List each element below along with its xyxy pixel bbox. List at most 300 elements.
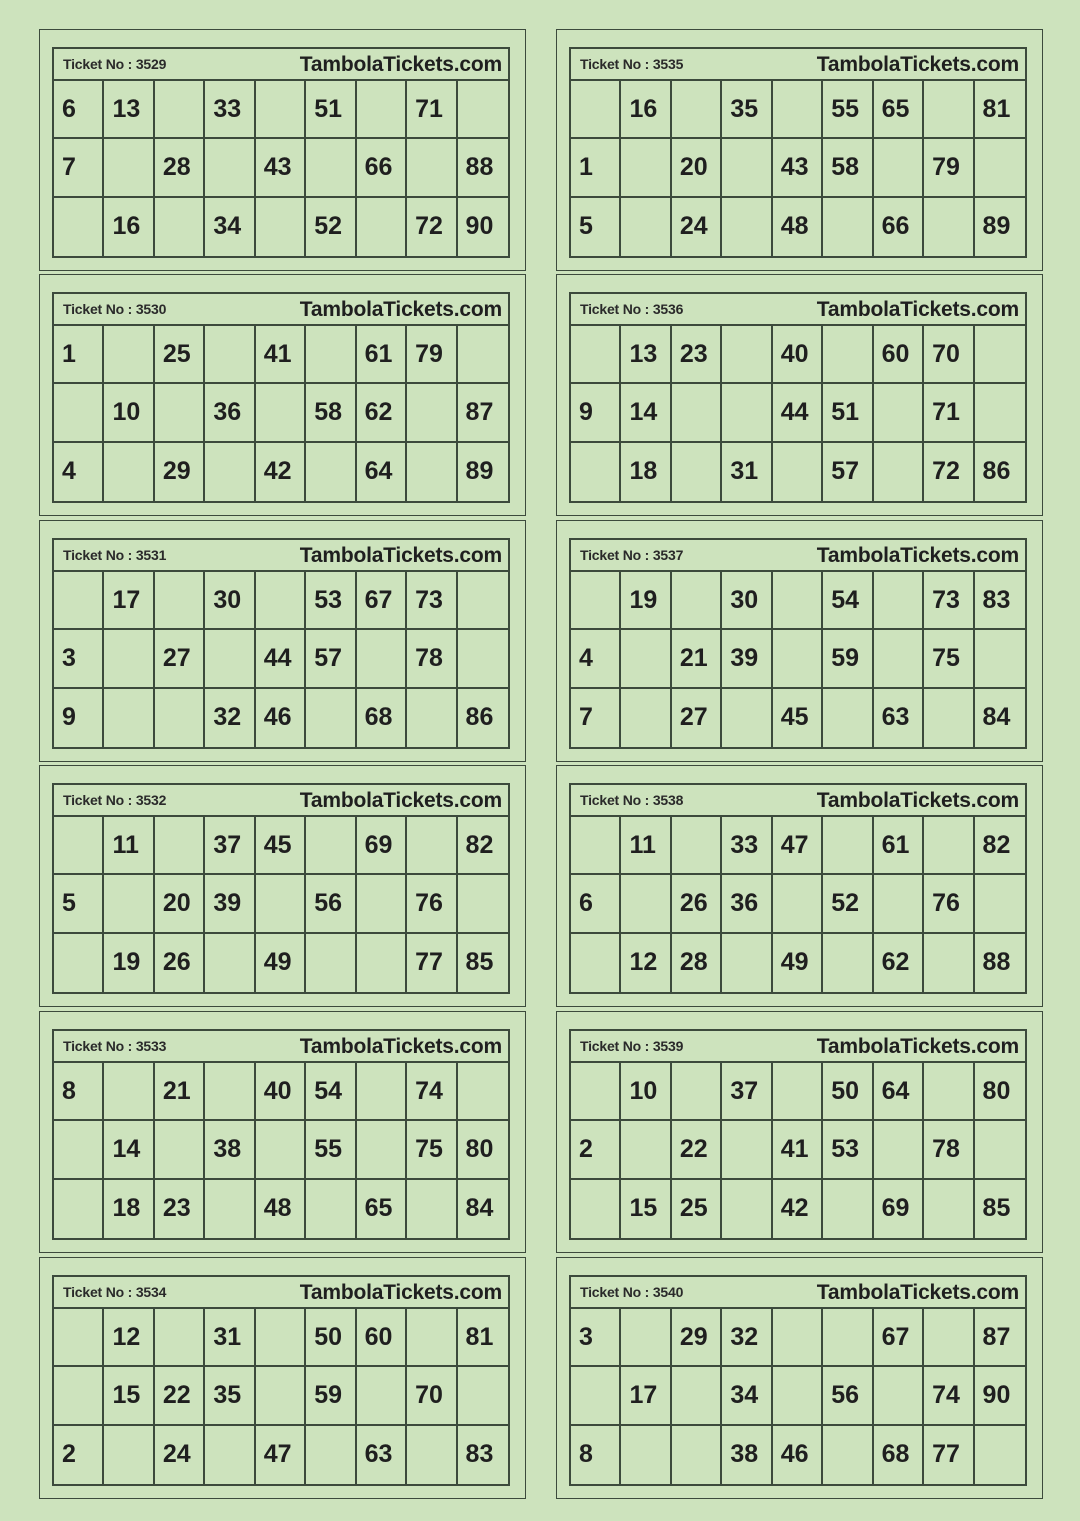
ticket-body xyxy=(569,292,1027,503)
number-cell xyxy=(155,81,205,139)
number-cell: 40 xyxy=(773,326,823,384)
number-cell xyxy=(205,630,255,688)
number-cell: 73 xyxy=(407,572,457,630)
number-cell: 42 xyxy=(773,1180,823,1238)
number-cell xyxy=(975,875,1025,933)
ticket-body xyxy=(569,538,1027,749)
number-cell: 90 xyxy=(975,1367,1025,1425)
number-cell xyxy=(306,689,356,747)
number-cell xyxy=(571,572,621,630)
number-grid xyxy=(571,81,1025,256)
number-cell: 62 xyxy=(874,934,924,992)
number-cell xyxy=(54,1180,104,1238)
ticket-number-prefix: Ticket No : xyxy=(580,301,653,317)
number-cell: 67 xyxy=(874,1309,924,1367)
number-cell xyxy=(54,198,104,256)
number-cell xyxy=(104,1426,154,1484)
ticket-card xyxy=(556,274,1043,516)
number-cell xyxy=(155,572,205,630)
number-cell: 54 xyxy=(306,1063,356,1121)
number-cell: 74 xyxy=(924,1367,974,1425)
number-cell: 72 xyxy=(924,443,974,501)
number-cell: 90 xyxy=(465,212,494,241)
number-cell xyxy=(205,934,255,992)
ticket-card xyxy=(556,520,1043,762)
number-cell xyxy=(155,689,205,747)
number-cell xyxy=(722,198,772,256)
number-cell: 75 xyxy=(924,630,974,688)
number-cell: 14 xyxy=(621,384,671,442)
number-cell: 71 xyxy=(407,81,457,139)
number-cell xyxy=(924,1309,974,1367)
ticket-number-value: 3538 xyxy=(652,792,684,808)
number-cell: 15 xyxy=(104,1367,154,1425)
number-cell: 64 xyxy=(874,1063,924,1121)
number-cell: 32 xyxy=(722,1309,772,1367)
number-cell xyxy=(773,572,823,630)
ticket-card xyxy=(556,1011,1043,1253)
ticket-header xyxy=(571,540,1025,572)
ticket-body xyxy=(569,1275,1027,1486)
number-cell: 37 xyxy=(722,1063,772,1121)
number-cell xyxy=(407,689,457,747)
number-cell xyxy=(571,817,621,875)
number-cell: 50 xyxy=(823,1063,873,1121)
number-cell xyxy=(571,934,621,992)
number-cell xyxy=(458,1367,508,1425)
number-cell: 58 xyxy=(306,384,356,442)
ticket-number-prefix: Ticket No : xyxy=(63,1284,136,1300)
number-cell: 88 xyxy=(458,139,508,197)
number-cell: 22 xyxy=(155,1367,205,1425)
number-cell xyxy=(823,1426,873,1484)
number-cell xyxy=(722,1180,772,1238)
number-cell: 14 xyxy=(104,1121,154,1179)
ticket-body xyxy=(52,292,510,503)
number-cell xyxy=(306,1426,356,1484)
number-cell: 57 xyxy=(306,630,356,688)
number-cell xyxy=(306,817,356,875)
ticket-number-value: 3535 xyxy=(652,56,684,72)
number-cell: 85 xyxy=(982,1194,1011,1223)
number-cell: 47 xyxy=(773,817,823,875)
number-cell: 37 xyxy=(205,817,255,875)
number-cell: 38 xyxy=(205,1121,255,1179)
ticket-card xyxy=(556,765,1043,1007)
number-cell xyxy=(672,443,722,501)
ticket-number-prefix: Ticket No : xyxy=(63,1038,136,1054)
number-cell xyxy=(975,326,1025,384)
number-cell xyxy=(823,198,873,256)
number-cell xyxy=(823,817,873,875)
number-cell xyxy=(874,572,924,630)
number-cell: 28 xyxy=(672,934,722,992)
number-cell xyxy=(357,934,407,992)
number-cell: 66 xyxy=(357,139,407,197)
ticket-number xyxy=(580,792,683,808)
ticket-header xyxy=(571,1277,1025,1309)
number-cell: 49 xyxy=(256,934,306,992)
ticket-body xyxy=(52,1275,510,1486)
number-cell: 67 xyxy=(357,572,407,630)
number-cell xyxy=(54,572,104,630)
number-cell: 84 xyxy=(465,1194,494,1223)
number-cell: 64 xyxy=(357,443,407,501)
number-cell: 75 xyxy=(407,1121,457,1179)
number-cell: 83 xyxy=(975,572,1025,630)
number-cell: 41 xyxy=(256,326,306,384)
site-name: TambolaTickets.com xyxy=(816,1281,1019,1304)
number-cell: 5 xyxy=(54,875,104,933)
ticket-body xyxy=(52,783,510,994)
number-cell xyxy=(205,139,255,197)
ticket-card xyxy=(39,1257,526,1499)
number-cell: 76 xyxy=(924,875,974,933)
number-cell xyxy=(621,1121,671,1179)
ticket-header xyxy=(571,1031,1025,1063)
number-cell: 44 xyxy=(773,384,823,442)
number-cell: 25 xyxy=(155,326,205,384)
number-cell xyxy=(306,443,356,501)
number-cell: 40 xyxy=(256,1063,306,1121)
number-cell xyxy=(975,1426,1025,1484)
number-cell: 15 xyxy=(621,1180,671,1238)
number-cell xyxy=(672,1367,722,1425)
number-cell: 36 xyxy=(722,875,772,933)
number-cell xyxy=(306,139,356,197)
number-cell xyxy=(722,384,772,442)
number-cell: 66 xyxy=(874,198,924,256)
number-cell xyxy=(672,384,722,442)
number-cell: 43 xyxy=(773,139,823,197)
number-cell: 65 xyxy=(874,81,924,139)
ticket-number xyxy=(63,1284,166,1300)
number-cell: 24 xyxy=(672,198,722,256)
ticket-number-value: 3540 xyxy=(652,1284,684,1300)
number-cell xyxy=(54,817,104,875)
number-cell: 76 xyxy=(407,875,457,933)
number-cell xyxy=(571,81,621,139)
ticket-card xyxy=(39,29,526,271)
number-cell xyxy=(357,198,407,256)
ticket-number xyxy=(580,56,683,72)
number-cell xyxy=(256,572,306,630)
number-cell xyxy=(924,1063,974,1121)
number-cell xyxy=(357,1121,407,1179)
number-cell xyxy=(874,384,924,442)
number-cell: 89 xyxy=(465,457,494,486)
number-cell: 63 xyxy=(874,689,924,747)
number-cell: 68 xyxy=(874,1426,924,1484)
number-cell: 74 xyxy=(407,1063,457,1121)
number-cell xyxy=(924,81,974,139)
number-cell: 71 xyxy=(924,384,974,442)
number-cell: 18 xyxy=(104,1180,154,1238)
number-cell xyxy=(205,443,255,501)
number-cell: 53 xyxy=(823,1121,873,1179)
number-cell: 70 xyxy=(924,326,974,384)
number-cell xyxy=(357,630,407,688)
number-cell: 24 xyxy=(155,1426,205,1484)
ticket-number-prefix: Ticket No : xyxy=(580,547,653,563)
ticket-number xyxy=(580,301,683,317)
number-cell xyxy=(458,1063,508,1121)
number-cell: 19 xyxy=(621,572,671,630)
number-cell: 12 xyxy=(104,1309,154,1367)
number-cell xyxy=(924,934,974,992)
number-cell xyxy=(621,630,671,688)
number-cell xyxy=(407,1180,457,1238)
number-cell: 56 xyxy=(823,1367,873,1425)
number-grid xyxy=(571,326,1025,501)
number-cell: 10 xyxy=(104,384,154,442)
number-cell: 45 xyxy=(256,817,306,875)
number-cell xyxy=(54,1309,104,1367)
number-cell xyxy=(54,934,104,992)
site-name: TambolaTickets.com xyxy=(816,298,1019,321)
number-grid xyxy=(54,326,508,501)
number-grid xyxy=(54,817,508,992)
number-cell xyxy=(256,875,306,933)
number-cell xyxy=(773,630,823,688)
number-cell: 52 xyxy=(823,875,873,933)
site-name: TambolaTickets.com xyxy=(299,789,502,812)
number-cell xyxy=(621,875,671,933)
number-cell xyxy=(874,1367,924,1425)
number-cell: 30 xyxy=(205,572,255,630)
number-cell xyxy=(672,1426,722,1484)
site-name: TambolaTickets.com xyxy=(299,298,502,321)
number-cell: 46 xyxy=(773,1426,823,1484)
number-cell: 60 xyxy=(874,326,924,384)
number-cell xyxy=(621,1426,671,1484)
number-cell xyxy=(256,198,306,256)
number-cell xyxy=(722,326,772,384)
number-cell xyxy=(823,326,873,384)
number-cell: 72 xyxy=(407,198,457,256)
number-cell: 17 xyxy=(104,572,154,630)
number-cell xyxy=(773,1367,823,1425)
ticket-header xyxy=(571,49,1025,81)
number-cell xyxy=(621,139,671,197)
number-cell xyxy=(924,689,974,747)
number-cell xyxy=(571,1180,621,1238)
number-cell xyxy=(104,875,154,933)
number-cell xyxy=(155,198,205,256)
ticket-number-value: 3531 xyxy=(135,547,167,563)
number-cell: 16 xyxy=(621,81,671,139)
ticket-header xyxy=(54,294,508,326)
number-cell: 59 xyxy=(823,630,873,688)
number-cell: 85 xyxy=(465,948,494,977)
number-cell xyxy=(205,1426,255,1484)
number-cell: 54 xyxy=(823,572,873,630)
number-cell: 73 xyxy=(924,572,974,630)
number-cell: 59 xyxy=(306,1367,356,1425)
ticket-card xyxy=(39,765,526,1007)
ticket-number-prefix: Ticket No : xyxy=(63,56,136,72)
number-cell: 87 xyxy=(458,384,508,442)
number-cell: 18 xyxy=(621,443,671,501)
number-cell xyxy=(306,934,356,992)
number-cell xyxy=(407,817,457,875)
number-cell xyxy=(256,81,306,139)
site-name: TambolaTickets.com xyxy=(816,53,1019,76)
number-cell: 81 xyxy=(458,1309,508,1367)
number-cell: 55 xyxy=(823,81,873,139)
number-cell: 17 xyxy=(621,1367,671,1425)
ticket-body xyxy=(52,1029,510,1240)
number-cell xyxy=(357,1367,407,1425)
ticket-number-value: 3534 xyxy=(135,1284,167,1300)
number-cell: 33 xyxy=(205,81,255,139)
number-cell xyxy=(874,630,924,688)
number-cell: 61 xyxy=(357,326,407,384)
number-cell: 39 xyxy=(722,630,772,688)
number-cell xyxy=(407,1426,457,1484)
number-cell: 6 xyxy=(54,81,104,139)
number-cell xyxy=(823,689,873,747)
site-name: TambolaTickets.com xyxy=(816,544,1019,567)
number-cell xyxy=(104,689,154,747)
number-cell: 35 xyxy=(205,1367,255,1425)
ticket-body xyxy=(569,1029,1027,1240)
number-cell: 78 xyxy=(924,1121,974,1179)
number-cell: 7 xyxy=(571,689,621,747)
number-cell xyxy=(773,81,823,139)
number-cell: 65 xyxy=(357,1180,407,1238)
number-cell xyxy=(155,1121,205,1179)
number-cell: 48 xyxy=(256,1180,306,1238)
ticket-number xyxy=(63,1038,166,1054)
number-cell xyxy=(407,1309,457,1367)
number-cell: 53 xyxy=(306,572,356,630)
number-cell xyxy=(672,817,722,875)
number-cell xyxy=(722,689,772,747)
number-cell: 49 xyxy=(773,934,823,992)
number-cell xyxy=(155,384,205,442)
ticket-header xyxy=(571,785,1025,817)
number-cell: 31 xyxy=(205,1309,255,1367)
number-cell xyxy=(458,81,508,139)
number-cell: 63 xyxy=(357,1426,407,1484)
number-cell xyxy=(722,139,772,197)
number-cell: 3 xyxy=(571,1309,621,1367)
number-cell: 2 xyxy=(571,1121,621,1179)
ticket-header xyxy=(54,785,508,817)
number-cell: 9 xyxy=(571,384,621,442)
ticket-number-prefix: Ticket No : xyxy=(580,56,653,72)
number-cell xyxy=(975,384,1025,442)
number-cell xyxy=(54,1121,104,1179)
site-name: TambolaTickets.com xyxy=(299,1281,502,1304)
number-cell xyxy=(823,1309,873,1367)
number-cell: 79 xyxy=(924,139,974,197)
number-cell xyxy=(458,630,508,688)
number-cell xyxy=(407,443,457,501)
number-cell xyxy=(874,875,924,933)
number-cell xyxy=(205,1180,255,1238)
number-cell: 13 xyxy=(621,326,671,384)
number-cell xyxy=(256,1309,306,1367)
ticket-header xyxy=(571,294,1025,326)
ticket-card xyxy=(556,29,1043,271)
number-cell: 52 xyxy=(306,198,356,256)
number-cell xyxy=(256,1121,306,1179)
number-cell: 62 xyxy=(357,384,407,442)
number-cell xyxy=(104,630,154,688)
number-cell xyxy=(773,875,823,933)
number-cell xyxy=(407,384,457,442)
ticket-number-value: 3532 xyxy=(135,792,167,808)
ticket-number-prefix: Ticket No : xyxy=(63,547,136,563)
number-cell: 57 xyxy=(823,443,873,501)
number-grid xyxy=(54,1309,508,1484)
number-cell: 11 xyxy=(621,817,671,875)
number-cell: 84 xyxy=(982,703,1011,732)
number-cell: 82 xyxy=(975,817,1025,875)
number-cell: 51 xyxy=(823,384,873,442)
number-cell: 83 xyxy=(465,1440,494,1469)
number-cell xyxy=(155,817,205,875)
number-cell xyxy=(357,1063,407,1121)
ticket-number-prefix: Ticket No : xyxy=(580,1284,653,1300)
number-cell: 42 xyxy=(256,443,306,501)
number-cell: 23 xyxy=(672,326,722,384)
ticket-number-prefix: Ticket No : xyxy=(63,301,136,317)
ticket-number xyxy=(63,301,166,317)
number-cell: 79 xyxy=(407,326,457,384)
ticket-body xyxy=(52,538,510,749)
number-cell: 29 xyxy=(672,1309,722,1367)
number-cell: 55 xyxy=(306,1121,356,1179)
number-cell: 16 xyxy=(104,198,154,256)
number-cell: 3 xyxy=(54,630,104,688)
number-cell xyxy=(256,384,306,442)
number-grid xyxy=(571,1063,1025,1238)
number-cell xyxy=(924,198,974,256)
ticket-number xyxy=(63,547,166,563)
ticket-number-prefix: Ticket No : xyxy=(63,792,136,808)
number-cell xyxy=(975,1121,1025,1179)
number-cell xyxy=(571,1063,621,1121)
number-cell xyxy=(773,1309,823,1367)
number-cell xyxy=(306,326,356,384)
number-cell: 2 xyxy=(54,1426,104,1484)
ticket-card xyxy=(556,1257,1043,1499)
number-cell xyxy=(975,630,1025,688)
number-cell xyxy=(773,443,823,501)
ticket-header xyxy=(54,1277,508,1309)
number-cell: 21 xyxy=(672,630,722,688)
number-cell: 70 xyxy=(407,1367,457,1425)
number-cell: 30 xyxy=(722,572,772,630)
number-cell: 38 xyxy=(722,1426,772,1484)
site-name: TambolaTickets.com xyxy=(816,1035,1019,1058)
number-cell xyxy=(823,934,873,992)
ticket-number xyxy=(580,1038,683,1054)
number-cell xyxy=(621,198,671,256)
site-name: TambolaTickets.com xyxy=(299,544,502,567)
number-cell: 13 xyxy=(104,81,154,139)
number-cell: 26 xyxy=(155,934,205,992)
number-cell xyxy=(458,572,508,630)
number-cell xyxy=(458,875,508,933)
number-cell: 12 xyxy=(621,934,671,992)
number-cell: 47 xyxy=(256,1426,306,1484)
number-cell: 25 xyxy=(672,1180,722,1238)
site-name: TambolaTickets.com xyxy=(299,1035,502,1058)
